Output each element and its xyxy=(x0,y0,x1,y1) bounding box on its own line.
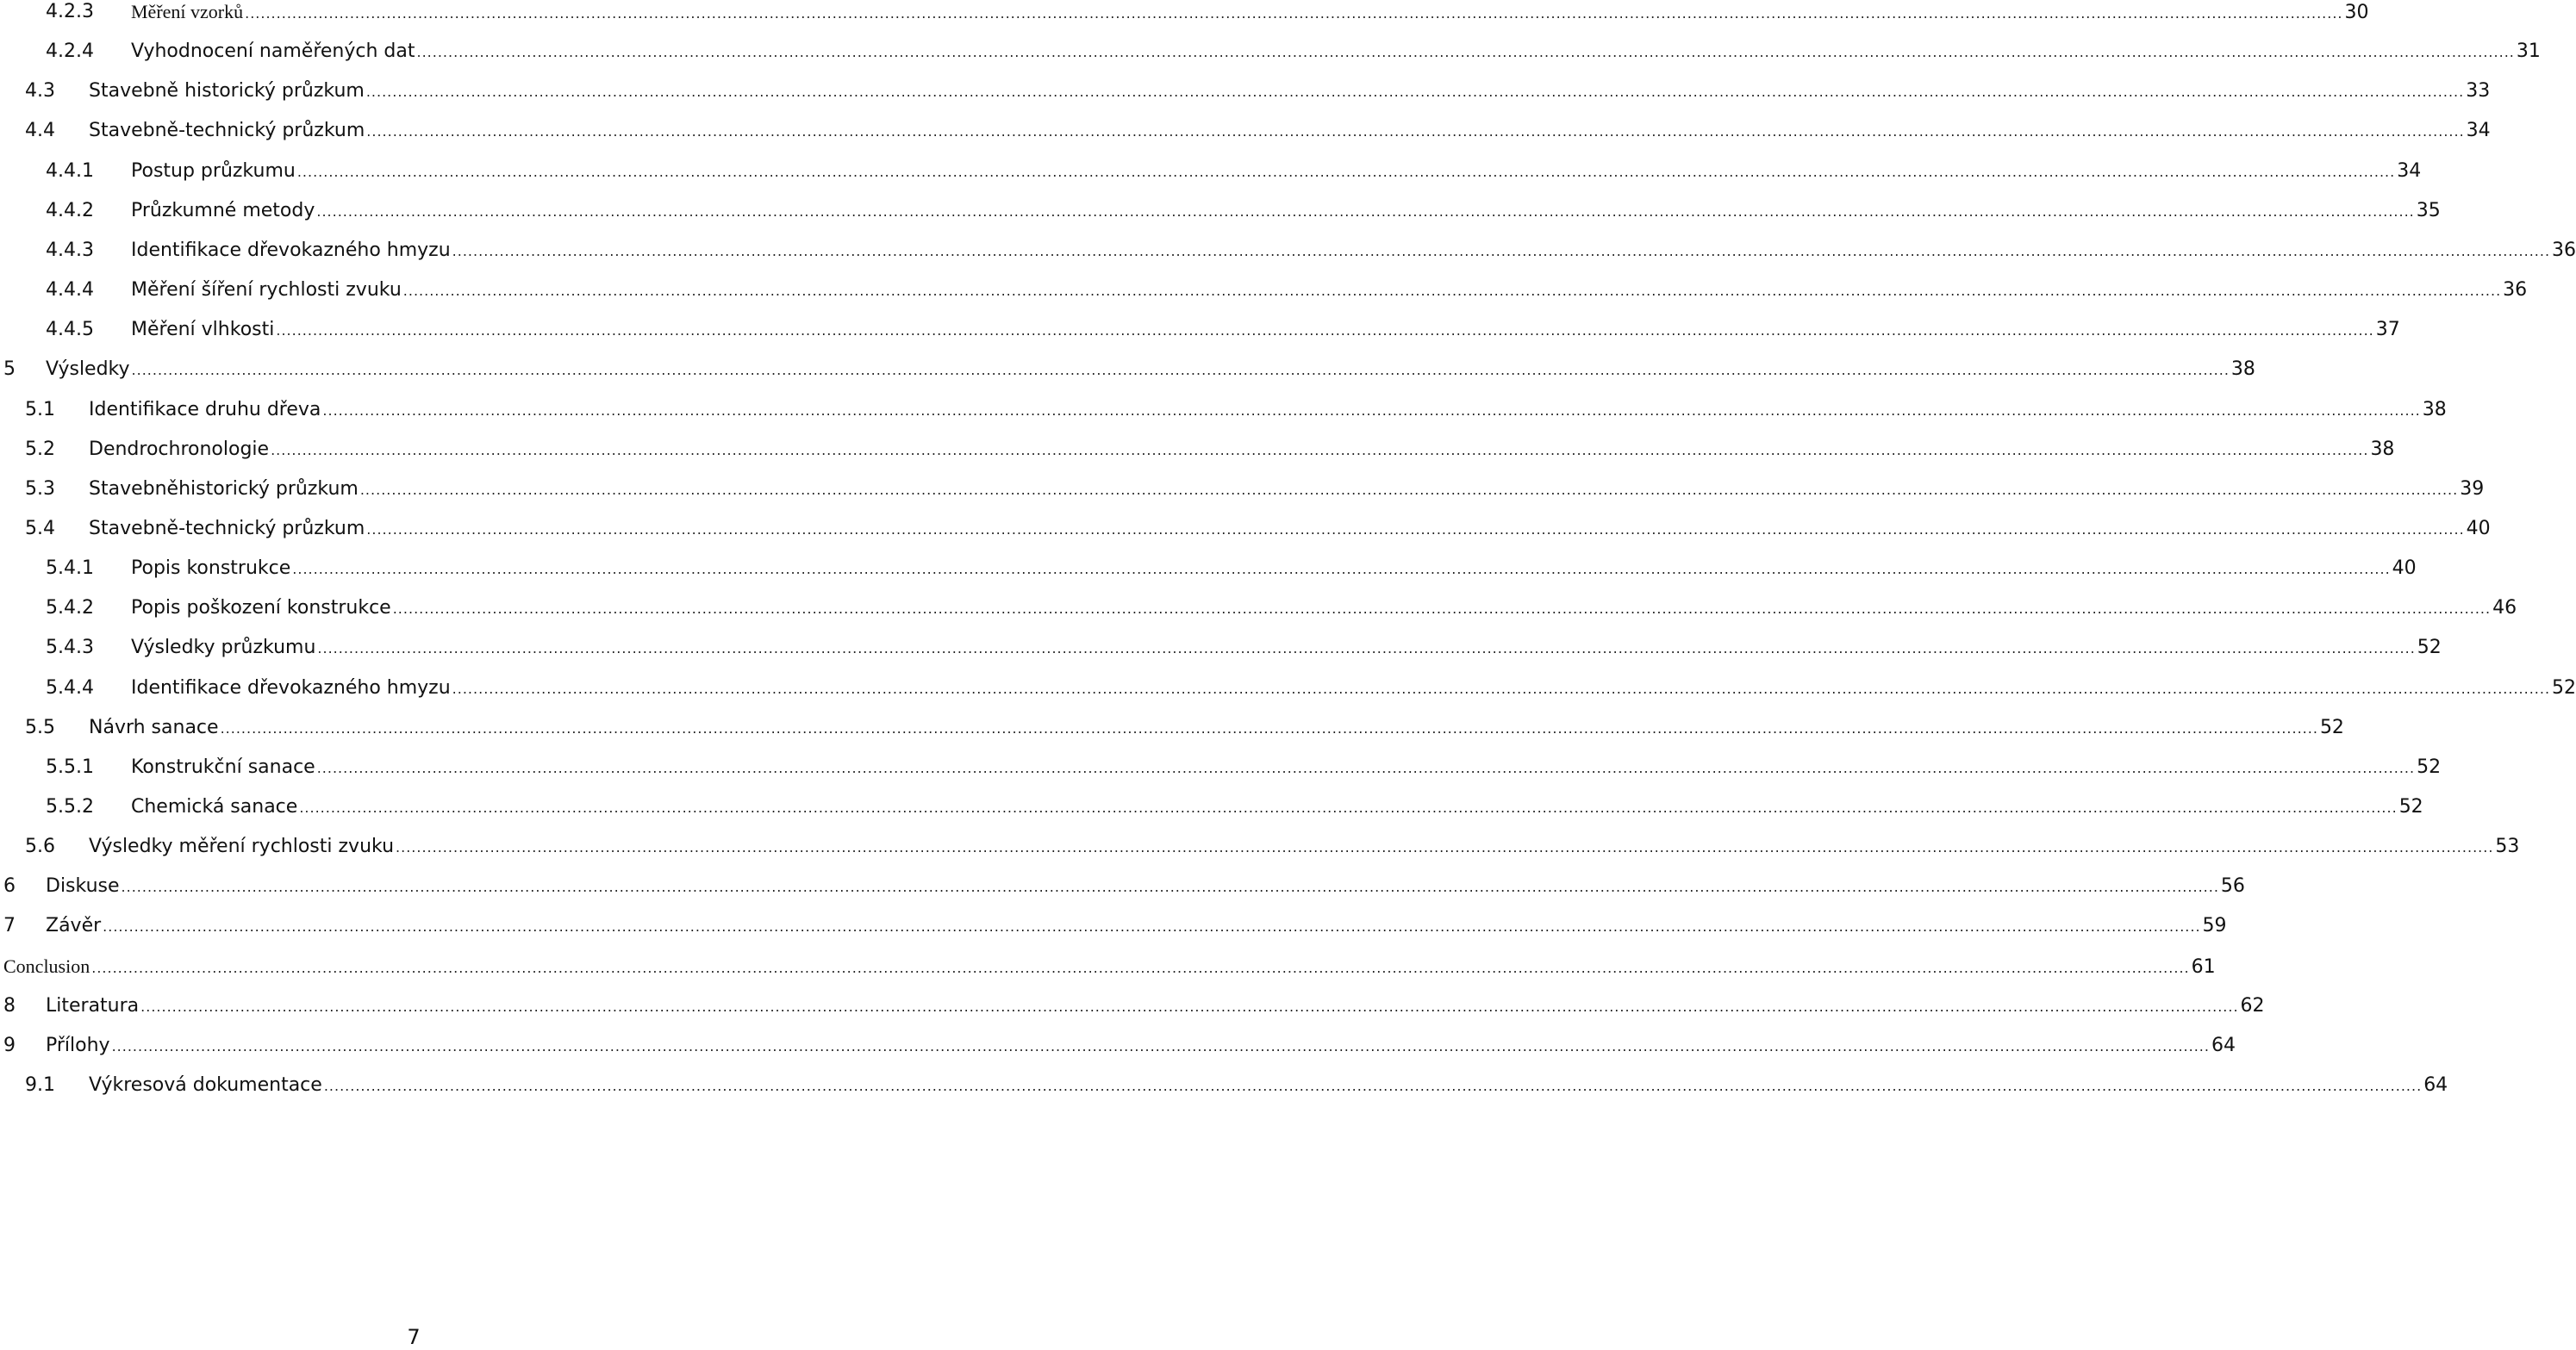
toc-entry-number: 4.3 xyxy=(25,80,55,102)
toc-entry-page: 34 xyxy=(2397,160,2422,182)
toc-entry-number: 4.4.3 xyxy=(46,240,94,261)
toc-entry-title: Identifikace dřevokazného hmyzu xyxy=(131,240,451,261)
toc-entry[interactable] xyxy=(0,238,2576,264)
toc-entry[interactable] xyxy=(0,118,2491,144)
toc-entry[interactable] xyxy=(0,834,2520,860)
toc-entry[interactable] xyxy=(0,1073,2448,1098)
toc-entry-page: 52 xyxy=(2417,756,2442,778)
dot-leader: ................................................................................................................................................................................................................................................................................................................................................................................................................ xyxy=(111,1038,2210,1054)
toc-entry-page: 46 xyxy=(2492,597,2517,619)
dot-leader: ................................................................................................................................................................................................................................................................................................................................................................................................................ xyxy=(296,164,2396,180)
toc-entry-number: 8 xyxy=(3,995,16,1017)
toc-entry-number: 4.2.4 xyxy=(46,40,94,62)
dot-leader: ................................................................................................................................................................................................................................................................................................................................................................................................................ xyxy=(402,283,2502,299)
toc-entry-number: 9 xyxy=(3,1035,16,1056)
toc-entry[interactable] xyxy=(0,954,2216,980)
toc-entry-page: 52 xyxy=(2417,637,2442,658)
toc-entry-page: 64 xyxy=(2423,1074,2448,1096)
dot-leader: ................................................................................................................................................................................................................................................................................................................................................................................................................ xyxy=(452,681,2551,697)
toc-entry-title: Popis konstrukce xyxy=(131,557,291,579)
toc-entry[interactable] xyxy=(0,794,2423,820)
toc-entry-title: Diskuse xyxy=(46,875,120,897)
toc-entry-page: 35 xyxy=(2416,200,2441,221)
toc-entry-page: 38 xyxy=(2422,399,2447,420)
toc-entry-page: 62 xyxy=(2240,995,2265,1017)
toc-entry[interactable] xyxy=(0,198,2441,224)
toc-entry-title: Vyhodnocení naměřených dat xyxy=(131,40,415,62)
toc-entry-number: 5.4.2 xyxy=(46,597,94,619)
toc-entry[interactable] xyxy=(0,993,2265,1019)
toc-entry-title: Návrh sanace xyxy=(89,717,219,738)
toc-entry-number: 4.4 xyxy=(25,120,55,141)
toc-entry-number: 5.5 xyxy=(25,717,55,738)
toc-entry-number: 5.2 xyxy=(25,439,55,460)
dot-leader: ................................................................................................................................................................................................................................................................................................................................................................................................................ xyxy=(392,600,2492,617)
toc-entry-page: 56 xyxy=(2220,875,2245,897)
dot-leader: ................................................................................................................................................................................................................................................................................................................................................................................................................ xyxy=(452,243,2551,259)
toc-entry-number: 5.6 xyxy=(25,836,55,857)
toc-entry-number: 9.1 xyxy=(25,1074,55,1096)
dot-leader: ................................................................................................................................................................................................................................................................................................................................................................................................................ xyxy=(323,1078,2423,1094)
dot-leader: ................................................................................................................................................................................................................................................................................................................................................................................................................ xyxy=(316,760,2416,776)
toc-entry-page: 64 xyxy=(2211,1035,2236,1056)
toc-entry[interactable] xyxy=(0,874,2245,899)
toc-entry[interactable] xyxy=(0,39,2541,65)
toc-entry-title: Identifikace dřevokazného hmyzu xyxy=(131,677,451,699)
toc-entry[interactable] xyxy=(0,78,2491,104)
toc-entry-number: 5 xyxy=(3,358,16,380)
toc-entry-title: Měření šíření rychlosti zvuku xyxy=(131,279,402,301)
toc-entry-number: 6 xyxy=(3,875,16,897)
dot-leader: ................................................................................................................................................................................................................................................................................................................................................................................................................ xyxy=(276,322,2374,339)
toc-entry[interactable] xyxy=(0,159,2422,184)
dot-leader: ................................................................................................................................................................................................................................................................................................................................................................................................................ xyxy=(396,839,2494,855)
toc-entry-page: 52 xyxy=(2319,717,2344,738)
toc-entry-page: 52 xyxy=(2398,796,2423,818)
dot-leader: ................................................................................................................................................................................................................................................................................................................................................................................................................ xyxy=(359,482,2459,498)
toc-entry-number: 5.5.1 xyxy=(46,756,94,778)
dot-leader: ................................................................................................................................................................................................................................................................................................................................................................................................................ xyxy=(131,362,2230,378)
toc-entry[interactable] xyxy=(0,1033,2236,1059)
dot-leader: ................................................................................................................................................................................................................................................................................................................................................................................................................ xyxy=(220,720,2318,737)
toc-entry-title: Výsledky průzkumu xyxy=(131,637,316,658)
toc-entry-title: Stavebně-technický průzkum xyxy=(89,518,365,539)
toc-entry-title: Stavebně historický průzkum xyxy=(89,80,365,102)
toc-entry-page: 59 xyxy=(2202,915,2227,936)
dot-leader: ................................................................................................................................................................................................................................................................................................................................................................................................................ xyxy=(416,44,2515,60)
dot-leader: ................................................................................................................................................................................................................................................................................................................................................................................................................ xyxy=(322,402,2421,419)
dot-leader: ................................................................................................................................................................................................................................................................................................................................................................................................................ xyxy=(121,879,2219,895)
toc-entry-title: Postup průzkumu xyxy=(131,160,296,182)
dot-leader: ................................................................................................................................................................................................................................................................................................................................................................................................................ xyxy=(103,918,2201,935)
toc-entry-page: 31 xyxy=(2516,40,2541,62)
dot-leader: ................................................................................................................................................................................................................................................................................................................................................................................................................ xyxy=(271,442,2369,458)
toc-entry-number: 4.4.2 xyxy=(46,200,94,221)
toc-entry-title: Závěr xyxy=(46,915,102,936)
toc-entry-number: 4.4.1 xyxy=(46,160,94,182)
toc-entry-number: 4.2.3 xyxy=(46,1,94,22)
toc-entry-number: 5.5.2 xyxy=(46,796,94,818)
toc-entry-number: 5.4.4 xyxy=(46,677,94,699)
toc-entry-title: Konstrukční sanace xyxy=(131,756,315,778)
toc-entry[interactable] xyxy=(0,516,2491,542)
toc-entry-title: Popis poškození konstrukce xyxy=(131,597,391,619)
dot-leader: ................................................................................................................................................................................................................................................................................................................................................................................................................ xyxy=(317,640,2416,656)
toc-entry-page: 36 xyxy=(2503,279,2528,301)
toc-entry-title: Dendrochronologie xyxy=(89,439,270,460)
toc-entry-title: Stavebně-technický průzkum xyxy=(89,120,365,141)
toc-entry-title: Výkresová dokumentace xyxy=(89,1074,322,1096)
toc-entry-number: 4.4.5 xyxy=(46,319,94,340)
toc-entry-page: 53 xyxy=(2495,836,2520,857)
toc-entry-page: 36 xyxy=(2552,240,2576,261)
toc-entry[interactable] xyxy=(0,715,2344,741)
toc-entry[interactable] xyxy=(0,0,2369,25)
toc-entry-title: Identifikace druhu dřeva xyxy=(89,399,321,420)
toc-entry-title: Průzkumné metody xyxy=(131,200,315,221)
toc-entry-page: 37 xyxy=(2375,319,2400,340)
dot-leader: ................................................................................................................................................................................................................................................................................................................................................................................................................ xyxy=(299,799,2398,816)
toc-entry-number: 4.4.4 xyxy=(46,279,94,301)
toc-entry-page: 33 xyxy=(2466,80,2491,102)
toc-entry[interactable] xyxy=(0,437,2395,463)
toc-entry-page: 39 xyxy=(2460,478,2485,500)
dot-leader: ................................................................................................................................................................................................................................................................................................................................................................................................................ xyxy=(366,123,2465,140)
toc-entry[interactable] xyxy=(0,755,2442,781)
toc-entry[interactable] xyxy=(0,397,2447,423)
toc-entry[interactable] xyxy=(0,913,2227,939)
toc-entry-page: 30 xyxy=(2344,2,2369,23)
toc-entry[interactable] xyxy=(0,556,2417,582)
toc-entry[interactable] xyxy=(0,357,2255,383)
toc-entry-title: Chemická sanace xyxy=(131,796,298,818)
toc-entry[interactable] xyxy=(0,277,2528,303)
page-number: 7 xyxy=(407,1325,421,1349)
toc-entry-title: Výsledky xyxy=(46,358,130,380)
toc-entry[interactable] xyxy=(0,635,2442,661)
toc-entry-number: 7 xyxy=(3,915,16,936)
toc-entry-title: Měření vlhkosti xyxy=(131,319,275,340)
toc-entry-number: 5.1 xyxy=(25,399,55,420)
toc-entry-page: 38 xyxy=(2370,439,2395,460)
dot-leader: ................................................................................................................................................................................................................................................................................................................................................................................................................ xyxy=(245,5,2343,22)
dot-leader: ................................................................................................................................................................................................................................................................................................................................................................................................................ xyxy=(91,960,2190,976)
toc-entry-page: 40 xyxy=(2466,518,2491,539)
toc-entry-page: 61 xyxy=(2191,956,2216,978)
dot-leader: ................................................................................................................................................................................................................................................................................................................................................................................................................ xyxy=(140,999,2239,1015)
toc-entry-number: 5.4 xyxy=(25,518,55,539)
toc-entry-title: Conclusion xyxy=(3,955,90,977)
dot-leader: ................................................................................................................................................................................................................................................................................................................................................................................................................ xyxy=(366,521,2465,538)
dot-leader: ................................................................................................................................................................................................................................................................................................................................................................................................................ xyxy=(292,561,2391,577)
toc-entry-title: Měření vzorků xyxy=(131,1,244,22)
toc-entry-title: Přílohy xyxy=(46,1035,110,1056)
toc-entry-title: Výsledky měření rychlosti zvuku xyxy=(89,836,395,857)
toc-entry-page: 38 xyxy=(2230,358,2255,380)
toc-entry-title: Literatura xyxy=(46,995,140,1017)
toc-entry[interactable] xyxy=(0,476,2485,502)
dot-leader: ................................................................................................................................................................................................................................................................................................................................................................................................................ xyxy=(316,203,2415,220)
dot-leader: ................................................................................................................................................................................................................................................................................................................................................................................................................ xyxy=(365,84,2465,100)
toc-entry-page: 40 xyxy=(2392,557,2417,579)
toc-entry[interactable] xyxy=(0,317,2400,343)
toc-entry-number: 5.3 xyxy=(25,478,55,500)
toc-entry-title: Stavebněhistorický průzkum xyxy=(89,478,359,500)
toc-entry-number: 5.4.1 xyxy=(46,557,94,579)
toc-entry-page: 34 xyxy=(2466,120,2491,141)
toc-entry[interactable] xyxy=(0,595,2517,621)
toc-entry[interactable] xyxy=(0,675,2576,701)
toc-entry-number: 5.4.3 xyxy=(46,637,94,658)
toc-entry-page: 52 xyxy=(2552,677,2576,699)
